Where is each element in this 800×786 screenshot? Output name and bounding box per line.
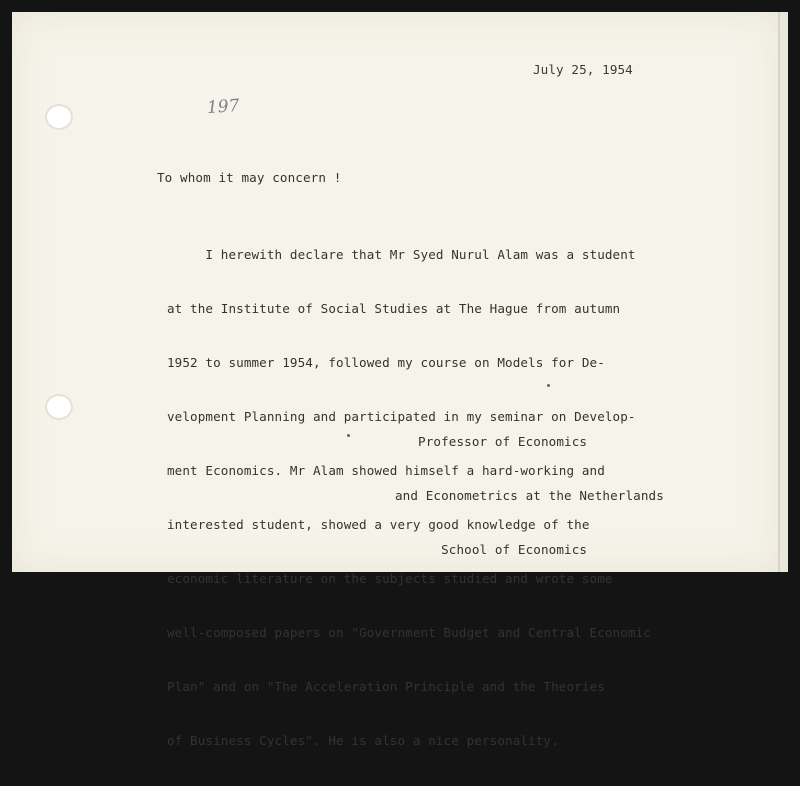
body-line: ment Economics. Mr Alam showed himself a hard-working and [167, 463, 605, 478]
body-line: velopment Planning and participated in my seminar on Develop- [167, 409, 636, 424]
ink-speck [347, 434, 350, 437]
signature-block [395, 397, 664, 595]
body-line: economic literature on the subjects studied and wrote some [167, 571, 613, 586]
body-line: well-composed papers on "Government Budget and Central Economic [167, 625, 651, 640]
punch-hole-top [47, 106, 71, 128]
body-line: I herewith declare that Mr Syed Nurul Alam was a student [167, 247, 636, 262]
signature-line: Professor of Economics [395, 434, 588, 449]
punch-hole-bottom [47, 396, 71, 418]
body-line: Plan" and on "The Acceleration Principle and the Theories [167, 679, 605, 694]
body-line: of Business Cycles". He is also a nice personality. [167, 733, 559, 748]
signature-line: and Econometrics at the Netherlands [395, 488, 664, 503]
body-line: interested student, showed a very good knowledge of the [167, 517, 590, 532]
letter-date: July 25, 1954 [533, 62, 633, 77]
body-line: at the Institute of Social Studies at The Hague from autumn [167, 301, 621, 316]
signature-line: School of Economics [395, 542, 588, 557]
ink-speck [547, 384, 550, 387]
page-right-margin [780, 12, 788, 572]
body-line: 1952 to summer 1954, followed my course on Models for De- [167, 355, 605, 370]
letter-greeting: To whom it may concern ! [157, 170, 342, 185]
handwritten-number: 197 [206, 95, 241, 119]
